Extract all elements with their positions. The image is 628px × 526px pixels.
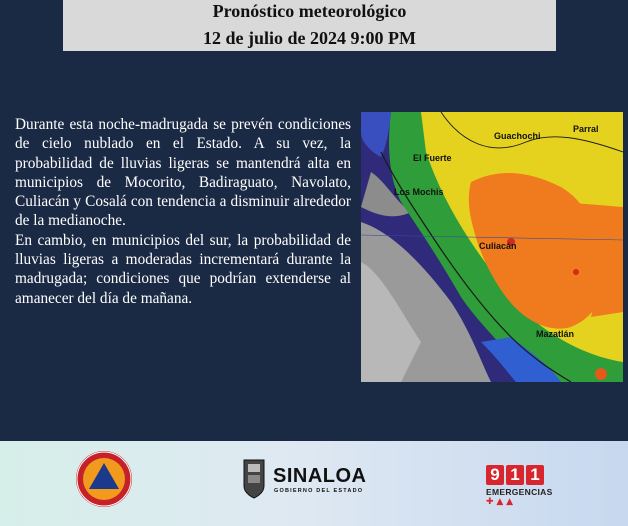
proteccion-civil-logo <box>74 449 134 509</box>
emergency-digits <box>486 465 553 485</box>
emergency-digit: 1 <box>526 465 544 485</box>
emergency-icons: ✚ ▲ ▲ <box>486 497 514 507</box>
emergency-label: EMERGENCIAS <box>486 487 553 497</box>
forecast-date: 12 de julio de 2024 9:00 PM <box>203 28 416 48</box>
emergency-911-logo <box>486 465 553 507</box>
satellite-map <box>361 112 623 382</box>
map-label-los-mochis: Los Mochis <box>394 187 444 197</box>
forecast-text <box>15 115 351 308</box>
map-label-parral: Parral <box>573 124 599 134</box>
map-label-guachochi: Guachochi <box>494 131 541 141</box>
forecast-paragraph-1: Durante esta noche-madrugada se prevén condiciones de cielo nublado en el Estado. A su vez, la probabilidad de lluvias ligeras se mantendrá alta en municipios de Mocorito, Badiraguato, Navolato, Culiacán y Cosalá con tendencia a disminuir alrededor de la medianoche. <box>15 116 351 230</box>
forecast-paragraph-2: En cambio, en municipios del sur, la probabilidad de lluvias ligeras a moderadas incrementará durante la madrugada; condiciones que podrían extenderse al amanecer del día de mañana. <box>15 231 351 307</box>
sinaloa-subtitle: GOBIERNO DEL ESTADO <box>274 488 364 494</box>
forecast-header <box>63 0 556 51</box>
footer <box>0 441 628 526</box>
map-label-culiacan: Culiacán <box>479 241 517 251</box>
forecast-title: Pronóstico meteorológico <box>212 1 407 21</box>
sinaloa-wordmark: SINALOA <box>273 465 367 487</box>
emergency-digit: 1 <box>506 465 524 485</box>
map-label-el-fuerte: El Fuerte <box>413 153 452 163</box>
emergency-digit: 9 <box>486 465 504 485</box>
map-label-mazatlan: Mazatlán <box>536 329 575 339</box>
sinaloa-shield-icon <box>240 456 268 500</box>
